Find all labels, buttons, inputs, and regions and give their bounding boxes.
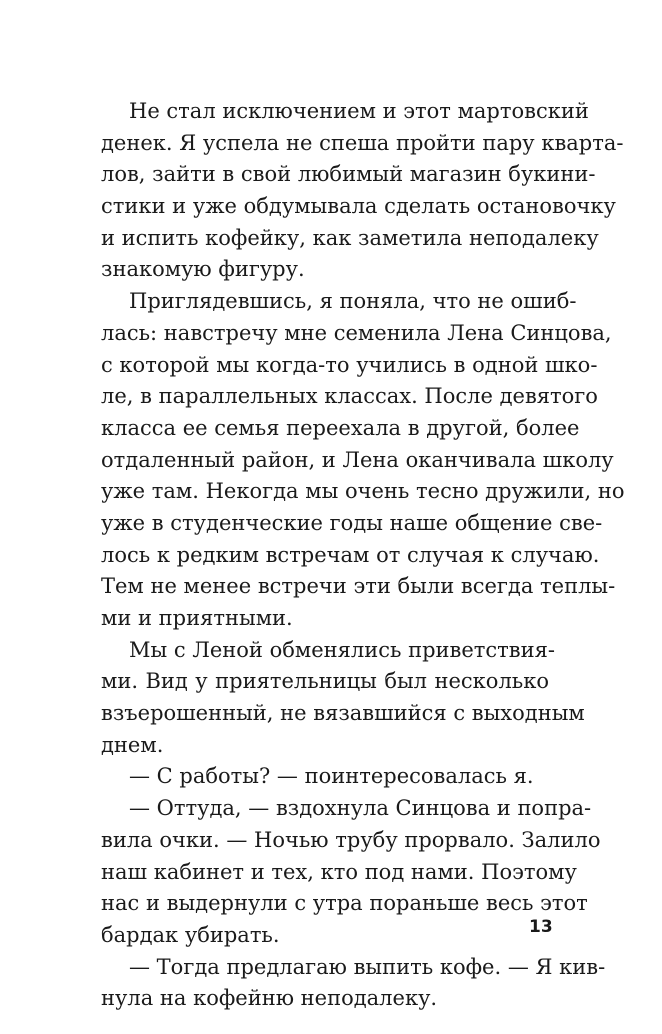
text-line: с которой мы когда-то учились в одной шко- <box>101 352 598 377</box>
text-line: денек. Я успела не спеша пройти пару кварта- <box>101 130 624 155</box>
text-line: ми. Вид у приятельницы был несколько <box>101 669 549 694</box>
text-line: ле, в параллельных классах. После девятого <box>101 384 598 409</box>
text-line: и испить кофейку, как заметила неподалеку <box>101 225 599 250</box>
page-number: 13 <box>529 917 553 937</box>
text-line: Тем не менее встречи эти были всегда теплы- <box>101 574 616 599</box>
text-line: Мы с Леной обменялись приветствия- <box>129 637 555 662</box>
text-line: уже в студенческие годы наше общение све- <box>101 510 603 535</box>
text-line: лось к редким встречам от случая к случаю. <box>101 542 600 567</box>
text-line: Приглядевшись, я поняла, что не ошиб- <box>129 289 577 314</box>
text-line: ми и приятными. <box>101 606 293 630</box>
text-line: стики и уже обдумывала сделать остановочку <box>101 194 616 219</box>
text-line: днем. <box>101 732 164 757</box>
text-line: класса ее семья переехала в другой, более <box>101 415 580 440</box>
text-line: лась: навстречу мне семенила Лена Синцова, <box>101 320 612 345</box>
book-page <box>101 0 625 1034</box>
text-line: бардак убирать. <box>101 922 280 947</box>
text-line: знакомую фигуру. <box>101 257 305 282</box>
text-line: взъерошенный, не вязавшийся с выходным <box>101 701 585 726</box>
text-line: отдаленный район, и Лена оканчивала школу <box>101 447 614 472</box>
text-line: — С работы? — поинтересовалась я. <box>129 764 534 789</box>
text-line: — Тогда предлагаю выпить кофе. — Я кив- <box>129 954 606 979</box>
text-line: лов, зайти в свой любимый магазин букини- <box>101 162 596 187</box>
text-line: нас и выдернули с утра пораньше весь этот <box>101 891 588 916</box>
text-line: — Оттуда, — вздохнула Синцова и попра- <box>129 796 592 821</box>
text-line: наш кабинет и тех, кто под нами. Поэтому <box>101 859 577 884</box>
text-line: Не стал исключением и этот мартовский <box>129 99 589 123</box>
text-line: уже там. Некогда мы очень тесно дружили, но <box>101 479 625 504</box>
text-line: нула на кофейню неподалеку. <box>101 986 438 1011</box>
body-text <box>101 96 625 1015</box>
text-line: вила очки. — Ночью трубу прорвало. Залило <box>101 827 601 852</box>
